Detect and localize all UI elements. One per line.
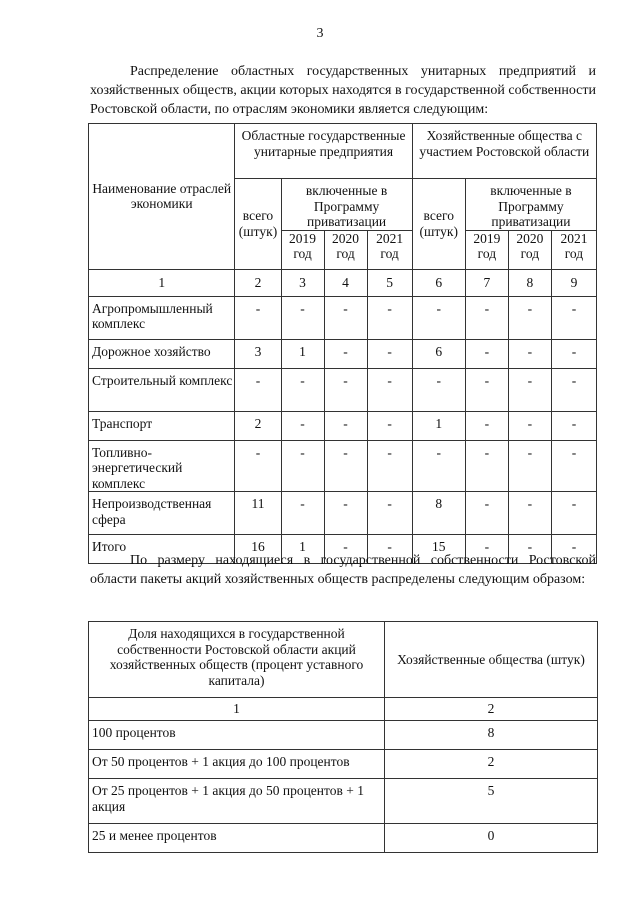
table-cell: - [551,411,596,440]
table-cell: - [465,440,508,492]
table-cell: - [551,492,596,535]
sector-column-header: Наименование отраслей экономики [89,124,235,270]
table-cell: - [367,296,412,339]
table-cell: - [324,296,367,339]
sector-name: Агропромышленный комплекс [89,296,235,339]
table-row [89,440,597,492]
table-cell: - [367,535,412,564]
column-number-row [89,698,598,721]
table-cell: - [324,440,367,492]
table-cell: 3 [235,339,281,368]
sector-name: Строительный комплекс [89,368,235,411]
share-value: 2 [385,750,598,779]
year-header: 2020 год [508,230,551,269]
table-cell: - [508,368,551,411]
table-row [89,779,598,824]
year-header: 2020 год [324,230,367,269]
table-cell: - [324,535,367,564]
table-cell: - [508,492,551,535]
year-header: 2021 год [367,230,412,269]
table-cell: - [508,535,551,564]
table-cell: - [281,296,324,339]
table-cell: - [551,296,596,339]
table-row [89,750,598,779]
year-header: 2019 год [465,230,508,269]
included-header-2: включенные в Программу приватизации [465,179,596,231]
share-label: 25 и менее процентов [89,824,385,853]
share-label: 100 процентов [89,721,385,750]
table-cell: 1 [281,339,324,368]
share-value: 5 [385,779,598,824]
table-cell: - [235,440,281,492]
table-cell: - [508,440,551,492]
table-cell: 1 [281,535,324,564]
table-row [89,411,597,440]
table-cell: - [367,368,412,411]
table-cell: - [281,492,324,535]
table-row [89,824,598,853]
column-number: 3 [281,269,324,296]
table-cell: - [465,535,508,564]
share-label: От 25 процентов + 1 акция до 50 процентов + 1 акция [89,779,385,824]
table-cell: - [465,368,508,411]
share-distribution-table [88,621,598,853]
table-cell: - [412,296,465,339]
table-cell: - [281,411,324,440]
table-cell: 11 [235,492,281,535]
unitary-enterprises-header: Областные государственные унитарные предприятия [235,124,412,179]
table-cell: - [367,492,412,535]
column-number: 1 [89,698,385,721]
sector-distribution-table [88,123,597,564]
table-cell: 1 [412,411,465,440]
second-paragraph: По размеру находящиеся в государственной собственности Ростовской области пакеты акций хозяйственных обществ распределены следующим образом: [90,553,596,587]
companies-column-header: Хозяйственные общества (штук) [385,622,598,698]
column-number: 1 [89,269,235,296]
table-cell: 2 [235,411,281,440]
column-number: 5 [367,269,412,296]
column-number: 2 [235,269,281,296]
table-cell: - [508,411,551,440]
share-value: 0 [385,824,598,853]
table-cell: - [465,296,508,339]
table-cell: - [551,440,596,492]
total-header-1: всего (штук) [235,179,281,270]
share-label: От 50 процентов + 1 акция до 100 процентов [89,750,385,779]
table-cell: - [281,368,324,411]
sector-name: Топливно-энергетический комплекс [89,440,235,492]
companies-header: Хозяйственные общества с участием Ростовской области [412,124,596,179]
table-cell: - [367,411,412,440]
table-cell: 6 [412,339,465,368]
table-cell: 16 [235,535,281,564]
table-row [89,339,597,368]
table-cell: - [465,411,508,440]
table-cell: 8 [412,492,465,535]
table-row [89,368,597,411]
table-cell: - [281,440,324,492]
year-header: 2019 год [281,230,324,269]
table-cell: 15 [412,535,465,564]
column-number: 6 [412,269,465,296]
page-number: 3 [316,26,324,41]
column-number: 7 [465,269,508,296]
table-cell: - [324,368,367,411]
table-cell: - [551,535,596,564]
table-cell: - [235,296,281,339]
table-cell: - [465,492,508,535]
table-row [89,492,597,535]
year-header: 2021 год [551,230,596,269]
share-column-header: Доля находящихся в государственной собственности Ростовской области акций хозяйственных обществ (процент уставного капитала) [89,622,385,698]
column-number: 8 [508,269,551,296]
total-header-2: всего (штук) [412,179,465,270]
table-row [89,296,597,339]
included-header-1: включенные в Программу приватизации [281,179,412,231]
table-cell: - [551,368,596,411]
sector-name: Итого [89,535,235,564]
table-cell: - [324,339,367,368]
sector-name: Транспорт [89,411,235,440]
table-cell: - [412,440,465,492]
table-cell: - [367,440,412,492]
table-cell: - [508,296,551,339]
table-cell: - [367,339,412,368]
sector-name: Дорожное хозяйство [89,339,235,368]
intro-paragraph: Распределение областных государственных унитарных предприятий и хозяйственных обществ, акции которых находятся в государственной собственности Ростовской области, по отраслям экономики является следующим: [90,64,596,117]
column-number: 9 [551,269,596,296]
table-cell: - [235,368,281,411]
table-cell: - [412,368,465,411]
table-cell: - [324,492,367,535]
column-number: 2 [385,698,598,721]
column-number: 4 [324,269,367,296]
share-value: 8 [385,721,598,750]
sector-name: Непроизводственная сфера [89,492,235,535]
table-row [89,721,598,750]
table-cell: - [551,339,596,368]
table-cell: - [508,339,551,368]
table-cell: - [465,339,508,368]
column-number-row [89,269,597,296]
table-cell: - [324,411,367,440]
